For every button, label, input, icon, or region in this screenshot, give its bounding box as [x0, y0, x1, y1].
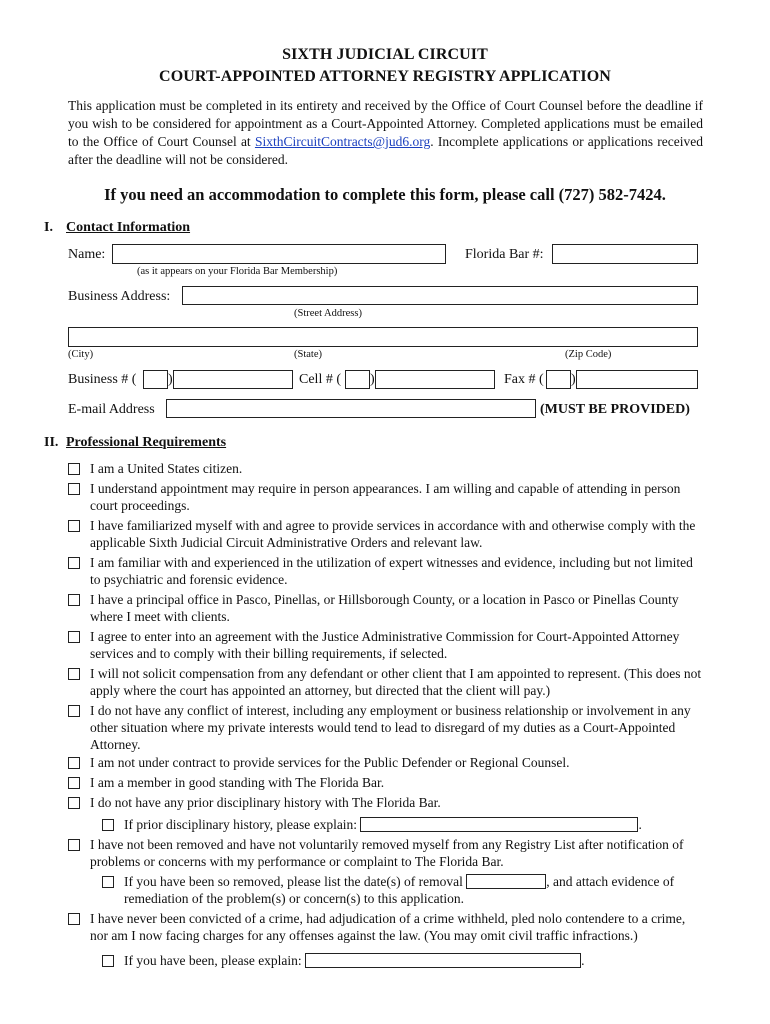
section-title: Contact Information — [66, 220, 191, 235]
requirement-item: I am a United States citizen. — [68, 460, 704, 477]
city-hint: (City) — [68, 349, 94, 360]
business-address-label: Business Address: — [68, 289, 171, 304]
disciplinary-explain-item: If prior disciplinary history, please explain: . — [102, 816, 704, 833]
checkbox[interactable] — [68, 839, 80, 851]
fax-area-code-field[interactable] — [546, 370, 571, 389]
zip-code-hint: (Zip Code) — [565, 349, 612, 360]
checkbox[interactable] — [68, 705, 80, 717]
business-phone-label: Business # ( — [68, 372, 137, 387]
checkbox[interactable] — [68, 520, 80, 532]
checkbox[interactable] — [68, 631, 80, 643]
requirement-item: I understand appointment may require in person appearances. I am willing and capable of attending in person court proceedings. — [68, 480, 704, 514]
accommodation-notice: If you need an accommodation to complete this form, please call (727) 582-7424. — [104, 185, 666, 204]
form-subtitle: COURT-APPOINTED ATTORNEY REGISTRY APPLICATION — [159, 68, 611, 85]
requirement-item: I have never been convicted of a crime, had adjudication of a crime withheld, pled nolo contendere to a crime, nor am I now facing charges for any offenses against the law. (You may omit civil traffic infractions.) — [68, 910, 704, 944]
name-field[interactable] — [112, 244, 446, 264]
business-area-code-field[interactable] — [143, 370, 168, 389]
checkbox[interactable] — [102, 876, 114, 888]
checkbox[interactable] — [68, 463, 80, 475]
requirement-item: I have a principal office in Pasco, Pinellas, or Hillsborough County, or a location in Pasco or Pinellas County where I meet with clients. — [68, 591, 704, 625]
business-phone-field[interactable] — [173, 370, 293, 389]
name-label: Name: — [68, 247, 106, 262]
business-address-field[interactable] — [182, 286, 698, 305]
requirement-item: I do not have any conflict of interest, including any employment or business relationship or involvement in any other situation where my private interests would tend to lead to disregard of my duties as a Court-Appointed Attorney. — [68, 702, 704, 753]
state-hint: (State) — [294, 349, 322, 360]
checkbox[interactable] — [68, 557, 80, 569]
requirement-item: I agree to enter into an agreement with the Justice Administrative Commission for Court-Appointed Attorney services and to comply with their billing requirements, if selected. — [68, 628, 704, 662]
street-address-hint: (Street Address) — [294, 308, 362, 319]
intro-paragraph — [68, 97, 703, 169]
florida-bar-field[interactable] — [552, 244, 698, 264]
checkbox[interactable] — [68, 777, 80, 789]
requirement-item: I have not been removed and have not voluntarily removed myself from any Registry List after notification of problems or concerns with my performance or complaint to The Florida Bar. — [68, 836, 704, 870]
requirement-item: I have familiarized myself with and agree to provide services in accordance with and otherwise comply with the applicable Sixth Judicial Circuit Administrative Orders and relevant law. — [68, 517, 704, 551]
checkbox[interactable] — [102, 955, 114, 967]
checkbox[interactable] — [68, 913, 80, 925]
checkbox[interactable] — [68, 668, 80, 680]
paren-close: ) — [370, 372, 375, 387]
fax-field[interactable] — [576, 370, 698, 389]
checkbox[interactable] — [68, 797, 80, 809]
checkbox[interactable] — [102, 819, 114, 831]
cell-area-code-field[interactable] — [345, 370, 370, 389]
section-title: Professional Requirements — [66, 435, 227, 450]
requirement-item: I am a member in good standing with The Florida Bar. — [68, 774, 704, 791]
crime-explain-item: If you have been, please explain: . — [102, 952, 704, 969]
disciplinary-explain-field[interactable] — [360, 817, 638, 832]
checkbox[interactable] — [68, 483, 80, 495]
removal-item: If you have been so removed, please list the date(s) of removal , and attach evidence of remediation of the problem(s) or concern(s) to this application. — [102, 873, 704, 907]
paren-close: ) — [571, 372, 576, 387]
email-label: E-mail Address — [68, 402, 155, 417]
checkbox[interactable] — [68, 757, 80, 769]
paren-close: ) — [168, 372, 173, 387]
cell-phone-field[interactable] — [375, 370, 495, 389]
section-number: I. — [44, 220, 53, 235]
intro-text: This application must be completed in its entirety and received by the Office of Court Counsel before the deadline if you wish to be considered for appointment as a Court-Appointed Attorney. Completed applications must be emailed to the Office of Court Counsel at — [68, 98, 703, 149]
florida-bar-label: Florida Bar #: — [465, 247, 544, 262]
name-hint: (as it appears on your Florida Bar Membership) — [137, 266, 338, 277]
must-provide-note: (MUST BE PROVIDED) — [540, 402, 690, 417]
contact-email-link[interactable]: SixthCircuitContracts@jud6.org — [254, 134, 431, 149]
cell-phone-label: Cell # ( — [299, 372, 341, 387]
intro-text-end: . Incomplete applications or applications received after the deadline will not be considered. — [68, 134, 703, 167]
checkbox[interactable] — [68, 594, 80, 606]
requirement-item: I am familiar with and experienced in the utilization of expert witnesses and evidence, including but not limited to psychiatric and forensic evidence. — [68, 554, 704, 588]
crime-explain-field[interactable] — [305, 953, 581, 968]
removal-dates-field[interactable] — [466, 874, 546, 889]
requirement-item: I do not have any prior disciplinary history with The Florida Bar. — [68, 794, 704, 811]
fax-label: Fax # ( — [504, 372, 544, 387]
requirement-item: I am not under contract to provide services for the Public Defender or Regional Counsel. — [68, 754, 704, 771]
section-number: II. — [44, 435, 59, 450]
form-title: SIXTH JUDICIAL CIRCUIT — [282, 46, 488, 63]
email-field[interactable] — [166, 399, 536, 418]
city-state-zip-field[interactable] — [68, 327, 698, 347]
requirement-item: I will not solicit compensation from any defendant or other client that I am appointed to represent. (This does not apply where the court has appointed an attorney, but directed that the client will pay.) — [68, 665, 704, 699]
